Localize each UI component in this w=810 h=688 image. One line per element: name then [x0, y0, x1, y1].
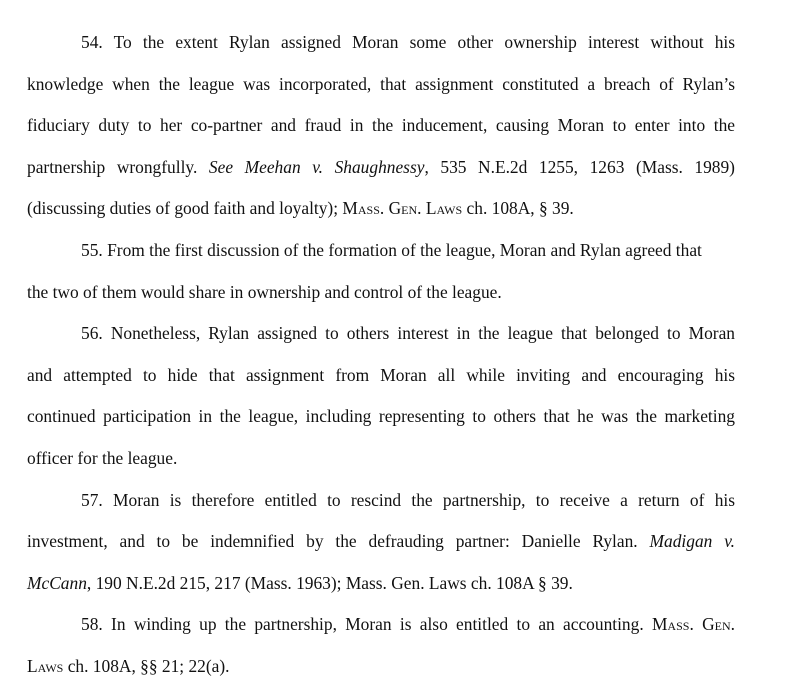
paragraph-number: 57.	[81, 489, 103, 510]
paragraph-57-line-1: 57. Moran is therefore entitled to rescind the partnership, to receive a return of his	[81, 489, 735, 510]
paragraph-number: 55.	[81, 239, 103, 260]
statute-citation: Laws	[27, 655, 64, 676]
statute-citation: Mass. Gen. Laws	[342, 198, 463, 219]
paragraph-54-line-4: partnership wrongfully. See Meehan v. Shaughnessy, 535 N.E.2d 1255, 1263 (Mass. 1989)	[27, 156, 735, 177]
case-citation: See Meehan v. Shaughnessy	[208, 156, 425, 177]
paragraph-54-line-2: knowledge when the league was incorporated, that assignment constituted a breach of Rylan’s	[27, 73, 735, 94]
paragraph-55-line-1: 55. From the first discussion of the formation of the league, Moran and Rylan agreed that	[81, 239, 702, 260]
paragraph-56-line-2: and attempted to hide that assignment from Moran all while inviting and encouraging his	[27, 364, 735, 385]
case-citation: McCann	[27, 572, 87, 593]
paragraph-54-line-1: 54. To the extent Rylan assigned Moran some other ownership interest without his	[81, 32, 735, 52]
paragraph-56-line-4: officer for the league.	[27, 447, 178, 468]
paragraph-number: 56.	[81, 323, 103, 344]
document-body	[27, 22, 735, 688]
paragraph-56-line-3: continued participation in the league, including representing to others that he was the marketing	[27, 406, 735, 427]
statute-citation: Mass. Gen.	[651, 614, 735, 635]
paragraph-58-line-1: 58. In winding up the partnership, Moran is also entitled to an accounting. Mass. Gen.	[81, 614, 735, 635]
paragraph-55-line-2: the two of them would share in ownership and control of the league.	[27, 281, 502, 302]
paragraph-54-line-5: (discussing duties of good faith and loyalty); Mass. Gen. Laws ch. 108A, § 39.	[27, 198, 574, 219]
paragraph-54-line-3: fiduciary duty to her co-partner and fraud in the inducement, causing Moran to enter into the	[27, 115, 735, 136]
paragraph-56-line-1: 56. Nonetheless, Rylan assigned to others interest in the league that belonged to Moran	[81, 323, 735, 344]
paragraph-57-line-3: McCann, 190 N.E.2d 215, 217 (Mass. 1963); Mass. Gen. Laws ch. 108A § 39.	[27, 572, 573, 593]
paragraph-number: 58.	[81, 614, 103, 635]
paragraph-number: 54.	[81, 32, 103, 52]
paragraph-58-line-2: Laws ch. 108A, §§ 21; 22(a).	[27, 655, 230, 676]
paragraph-57-line-2: investment, and to be indemnified by the defrauding partner: Danielle Rylan. Madigan v.	[27, 531, 735, 552]
case-citation: Madigan v.	[649, 531, 735, 552]
